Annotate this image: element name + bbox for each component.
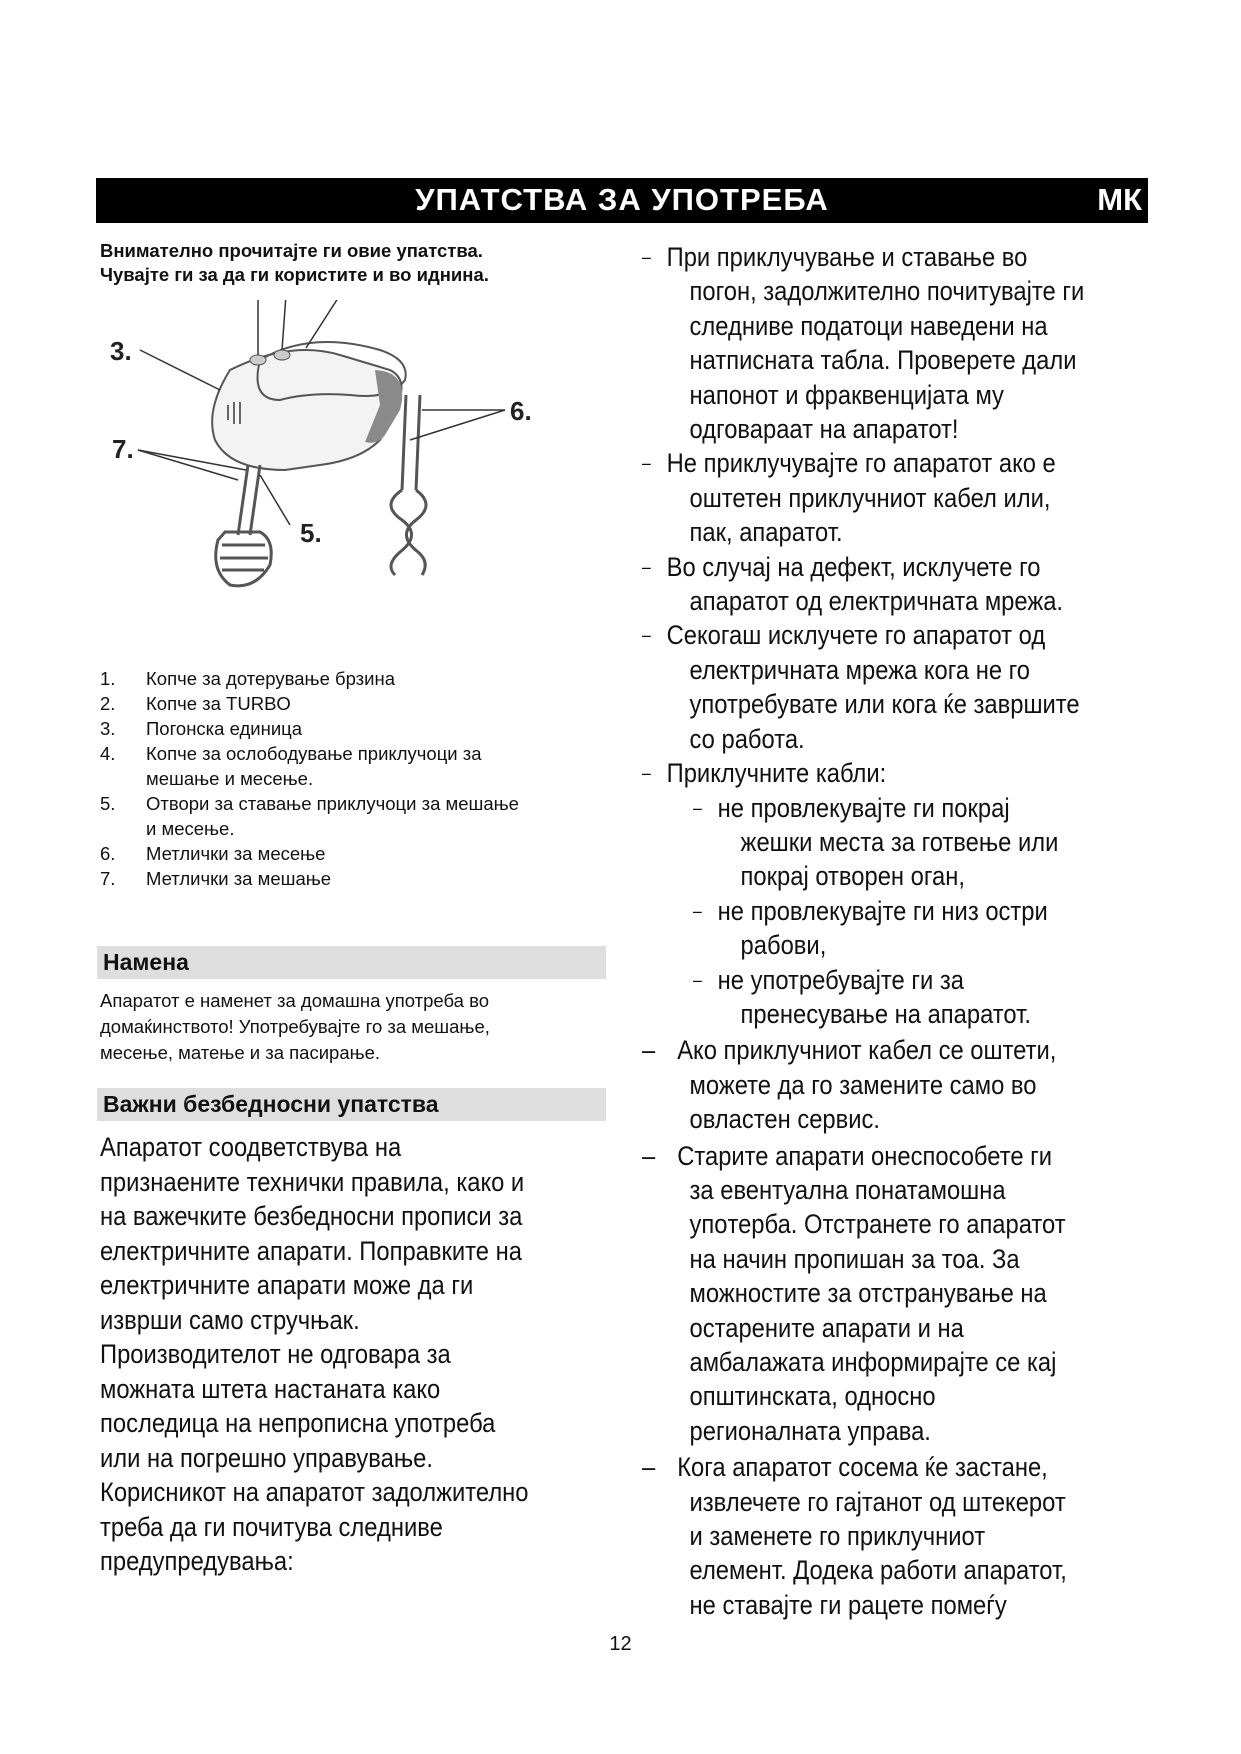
list-item — [100, 666, 608, 691]
bullet-text: не ставајте ги рацете помеѓу — [689, 1589, 1007, 1620]
text-line: Корисникот на апаратот задолжително — [100, 1477, 529, 1507]
list-text: Метлички за месење — [146, 843, 326, 864]
bullet-text: рабови, — [740, 930, 827, 961]
text-line: признаените технички правила, како и — [100, 1166, 525, 1197]
header-bar — [96, 178, 1148, 223]
bullet-dash: – — [642, 1140, 656, 1171]
mixer-diagram — [110, 300, 600, 662]
sub-bullet-item — [642, 894, 1100, 963]
bullet-text: и заменете го приклучниот — [689, 1521, 986, 1552]
sub-bullet-item — [642, 963, 1100, 1032]
page-number: 12 — [609, 1633, 632, 1655]
beaters — [216, 465, 272, 586]
list-item — [100, 791, 608, 841]
bullet-text: упoтерба. Отстранете го апаратот — [689, 1209, 1066, 1240]
parts-list — [100, 666, 608, 891]
bullet-dash: – — [693, 797, 702, 818]
list-number: 3. — [100, 718, 116, 739]
intro-note — [100, 239, 608, 287]
list-item — [100, 741, 608, 791]
bullet-dash: – — [642, 1035, 656, 1066]
list-text: мешање и месење. — [146, 768, 314, 789]
mixer-illustration — [110, 300, 600, 662]
bullet-text: Секогаш исклучете го апаратот од — [666, 620, 1046, 651]
list-text: Отвори за ставање приклучоци за мешање — [146, 793, 519, 814]
bullet-item — [642, 618, 1100, 756]
list-item — [100, 691, 608, 716]
text-line: можната штета настаната како — [100, 1373, 441, 1404]
bullet-dash: – — [642, 763, 651, 784]
bullet-text: натписната табла. Проверете дали — [689, 345, 1077, 376]
bullet-text: Не приклучувајте го апаратот ако е — [666, 448, 1056, 479]
text-line: треба да ги почитува следниве — [100, 1511, 443, 1542]
text-line: домаќинството! Употребувајте го за мешање, — [100, 1016, 490, 1037]
bullet-item — [642, 446, 1100, 549]
text-line: последица на непрописна употреба — [100, 1408, 496, 1438]
list-number: 1. — [100, 668, 116, 689]
bullet-text: на начин пропишан за тоа. За — [689, 1243, 1020, 1274]
language-code: МК — [1097, 182, 1142, 217]
bullet-text: извлечете го гајтанот од штекерот — [689, 1486, 1066, 1517]
bullet-item — [642, 756, 1100, 790]
bullet-text: елемент. Додека работи апаратот, — [689, 1555, 1067, 1586]
bullet-text: Кога апаратот сосема ќе застане, — [677, 1452, 1048, 1483]
safety-bullets — [642, 240, 1100, 1622]
speed-button — [250, 355, 266, 365]
label-7: 7. — [112, 434, 134, 464]
bullet-text: Во случај на дефект, исклучете го — [666, 551, 1041, 582]
list-item — [100, 716, 608, 741]
bullet-item — [642, 1139, 1100, 1449]
section-heading-purpose: Намена — [97, 946, 606, 979]
bullet-text: не провлекувајте ги низ остри — [717, 895, 1048, 926]
list-text: Погонска единица — [146, 718, 303, 739]
bullet-text: следниве податоци наведени на — [689, 310, 1048, 341]
bullet-text: регионалната управа. — [689, 1415, 931, 1446]
bullet-text: При приклучување и ставање во — [666, 242, 1028, 272]
bullet-text: амбалажата информирајте се кај — [689, 1347, 1057, 1377]
bullet-text: не провлекувајте ги покрај — [717, 792, 1010, 823]
bullet-item — [642, 1450, 1100, 1622]
text-line: електричните апарати. Поправките на — [100, 1235, 522, 1266]
bullet-dash: – — [642, 625, 651, 646]
bullet-text: пренесување на апаратот. — [740, 998, 1031, 1029]
list-text: Метлички за мешање — [146, 868, 332, 889]
label-6: 6. — [510, 396, 532, 426]
bullet-text: општинската, односно — [689, 1381, 936, 1412]
bullet-item — [642, 1033, 1100, 1136]
text-line: Апаратот е наменет за домашна употреба во — [100, 990, 490, 1011]
intro-line: Внимателно прочитајте ги овие упатства. — [100, 240, 483, 261]
list-item — [100, 866, 608, 891]
bullet-text: жешки места за готвење или — [740, 826, 1059, 857]
bullet-text: Старите апарати онеспособете ги — [677, 1140, 1053, 1171]
section-heading-safety: Важни безбедносни упатства — [97, 1088, 606, 1121]
bullet-text: одговараат на апаратот! — [689, 414, 959, 445]
list-number: 4. — [100, 743, 116, 764]
bullet-dash: – — [693, 969, 702, 990]
text-line: изврши само стручњак. — [100, 1304, 360, 1335]
bullet-text: не употребувајте ги за — [717, 964, 964, 995]
bullet-dash: – — [642, 247, 651, 267]
bullet-text: електричната мрежа кога не го — [689, 654, 1031, 685]
page-title: УПАТСТВА ЗА УПОТРЕБА — [415, 182, 829, 217]
bullet-text: за евентуална понатамошна — [689, 1174, 1006, 1205]
list-number: 6. — [100, 843, 116, 864]
label-5: 5. — [300, 518, 322, 548]
bullet-item — [642, 240, 1100, 446]
list-text: Копче за TURBO — [146, 693, 291, 714]
purpose-text — [100, 988, 608, 1066]
text-line: предупредувања: — [100, 1546, 294, 1576]
bullet-text: напонот и фраквенцијата му — [689, 379, 1004, 410]
intro-line: Чувајте ги за да ги користите и во иднина. — [100, 264, 489, 285]
bullet-text: оштетен приклучниот кабел или, — [689, 482, 1051, 513]
text-line: или на погрешно управување. — [100, 1442, 433, 1473]
bullet-text: можете да го замените само во — [689, 1069, 1037, 1100]
list-number: 7. — [100, 868, 116, 889]
bullet-item — [642, 550, 1100, 619]
list-text: Копче за дотерување брзина — [146, 668, 395, 689]
text-line: Апаратот соодветствува на — [100, 1132, 402, 1162]
bullet-text: пак, апаратот. — [689, 517, 843, 548]
label-3: 3. — [110, 336, 132, 366]
list-text: и месење. — [146, 818, 235, 839]
bullet-dash: – — [642, 453, 651, 474]
bullet-text: погон, задолжително почитувајте ги — [689, 276, 1085, 307]
bullet-dash: – — [642, 556, 651, 577]
bullet-text: можностите за отстранување на — [689, 1278, 1047, 1309]
text-line: на важечките безбедносни прописи за — [100, 1201, 523, 1231]
text-line: месење, матење и за пасирање. — [100, 1042, 381, 1063]
bullet-dash: – — [642, 1452, 656, 1483]
bullet-text: покрај отворен оган, — [740, 861, 965, 892]
list-number: 5. — [100, 793, 116, 814]
bullet-text: Приклучните кабли: — [666, 758, 887, 789]
text-line: Производителот не одговара за — [100, 1339, 451, 1369]
bullet-text: употребувате или кога ќе завршите — [689, 689, 1080, 720]
bullet-text: овластен сервис. — [689, 1104, 881, 1135]
list-text: Копче за ослободување приклучоци за — [146, 743, 482, 764]
safety-text — [100, 1130, 610, 1579]
bullet-text: остарените апарати и на — [689, 1312, 964, 1343]
bullet-dash: – — [693, 900, 702, 921]
turbo-button — [274, 350, 290, 360]
list-number: 2. — [100, 693, 116, 714]
sub-bullet-item — [642, 791, 1100, 894]
list-item — [100, 841, 608, 866]
bullet-text: со работа. — [689, 723, 805, 754]
bullet-text: апаратот од електричната мрежа. — [689, 586, 1064, 617]
dough-hooks — [391, 395, 426, 575]
text-line: електричните апарати може да ги — [100, 1270, 474, 1300]
bullet-text: Ако приклучниот кабел се оштети, — [677, 1035, 1057, 1066]
